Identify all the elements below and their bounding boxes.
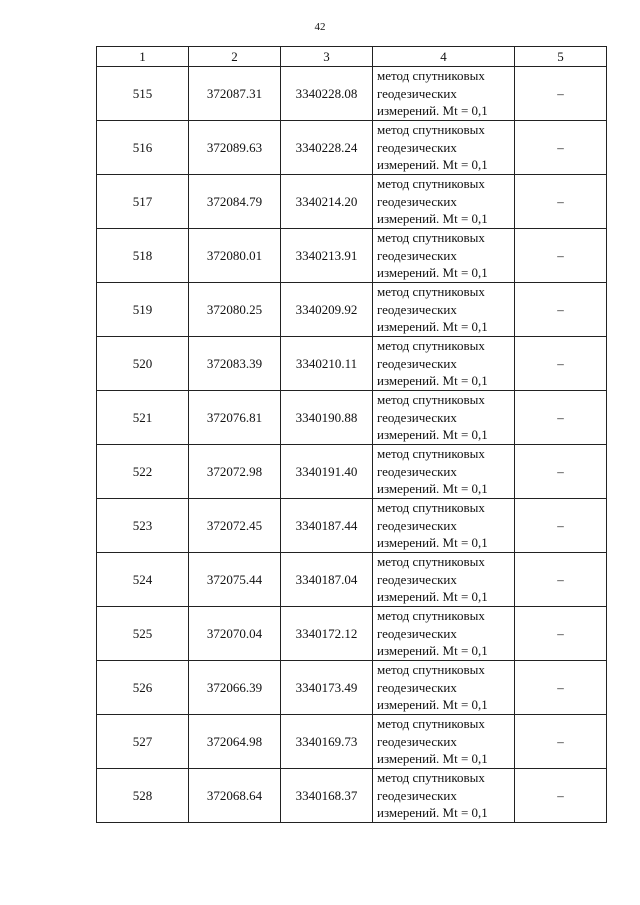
header-row — [97, 47, 607, 67]
table-row — [97, 283, 607, 337]
x-coordinate-cell: 372083.39 — [189, 337, 281, 391]
method-cell — [373, 715, 515, 769]
method-cell — [373, 283, 515, 337]
method-cell — [373, 607, 515, 661]
point-number-cell: 528 — [97, 769, 189, 823]
table-row — [97, 121, 607, 175]
description-cell: – — [515, 229, 607, 283]
table-header — [97, 47, 607, 67]
y-coordinate-cell: 3340228.24 — [281, 121, 373, 175]
description-cell: – — [515, 283, 607, 337]
method-line: измерений. Mt = 0,1 — [377, 589, 488, 605]
x-coordinate-cell: 372072.45 — [189, 499, 281, 553]
description-cell: – — [515, 715, 607, 769]
y-coordinate-cell: 3340210.11 — [281, 337, 373, 391]
x-coordinate-cell: 372080.01 — [189, 229, 281, 283]
point-number-cell: 518 — [97, 229, 189, 283]
y-coordinate-cell: 3340190.88 — [281, 391, 373, 445]
y-coordinate-cell: 3340209.92 — [281, 283, 373, 337]
method-line: метод спутниковых — [377, 716, 485, 732]
method-line: геодезических — [377, 679, 457, 695]
description-cell: – — [515, 661, 607, 715]
method-line: геодезических — [377, 733, 457, 749]
column-header-1: 1 — [97, 47, 189, 67]
point-number-cell: 519 — [97, 283, 189, 337]
description-cell: – — [515, 769, 607, 823]
table-row — [97, 715, 607, 769]
method-line: геодезических — [377, 517, 457, 533]
point-number-cell: 527 — [97, 715, 189, 769]
method-line: метод спутниковых — [377, 392, 485, 408]
x-coordinate-cell: 372080.25 — [189, 283, 281, 337]
method-line: измерений. Mt = 0,1 — [377, 103, 488, 119]
description-cell: – — [515, 337, 607, 391]
method-line: измерений. Mt = 0,1 — [377, 751, 488, 767]
x-coordinate-cell: 372084.79 — [189, 175, 281, 229]
point-number-cell: 521 — [97, 391, 189, 445]
method-line: измерений. Mt = 0,1 — [377, 265, 488, 281]
y-coordinate-cell: 3340168.37 — [281, 769, 373, 823]
method-cell — [373, 121, 515, 175]
method-line: метод спутниковых — [377, 122, 485, 138]
table-body — [97, 67, 607, 823]
y-coordinate-cell: 3340173.49 — [281, 661, 373, 715]
method-line: геодезических — [377, 571, 457, 587]
method-line: измерений. Mt = 0,1 — [377, 805, 488, 821]
method-cell — [373, 67, 515, 121]
method-line: измерений. Mt = 0,1 — [377, 157, 488, 173]
column-header-4: 4 — [373, 47, 515, 67]
point-number-cell: 517 — [97, 175, 189, 229]
y-coordinate-cell: 3340187.44 — [281, 499, 373, 553]
x-coordinate-cell: 372089.63 — [189, 121, 281, 175]
description-cell: – — [515, 121, 607, 175]
method-cell — [373, 769, 515, 823]
table-row — [97, 661, 607, 715]
method-line: измерений. Mt = 0,1 — [377, 697, 488, 713]
method-line: метод спутниковых — [377, 446, 485, 462]
description-cell: – — [515, 553, 607, 607]
coordinates-table — [96, 46, 607, 823]
description-cell: – — [515, 607, 607, 661]
x-coordinate-cell: 372087.31 — [189, 67, 281, 121]
table-row — [97, 553, 607, 607]
method-cell — [373, 661, 515, 715]
column-header-2: 2 — [189, 47, 281, 67]
table-row — [97, 337, 607, 391]
method-line: измерений. Mt = 0,1 — [377, 481, 488, 497]
x-coordinate-cell: 372070.04 — [189, 607, 281, 661]
table-row — [97, 175, 607, 229]
table-row — [97, 499, 607, 553]
method-line: геодезических — [377, 301, 457, 317]
y-coordinate-cell: 3340214.20 — [281, 175, 373, 229]
method-line: геодезических — [377, 247, 457, 263]
method-line: геодезических — [377, 193, 457, 209]
method-line: геодезических — [377, 85, 457, 101]
description-cell: – — [515, 67, 607, 121]
method-line: метод спутниковых — [377, 68, 485, 84]
method-line: геодезических — [377, 463, 457, 479]
method-line: геодезических — [377, 625, 457, 641]
table-row — [97, 607, 607, 661]
method-line: геодезических — [377, 409, 457, 425]
x-coordinate-cell: 372076.81 — [189, 391, 281, 445]
point-number-cell: 524 — [97, 553, 189, 607]
x-coordinate-cell: 372072.98 — [189, 445, 281, 499]
method-line: метод спутниковых — [377, 338, 485, 354]
x-coordinate-cell: 372075.44 — [189, 553, 281, 607]
method-cell — [373, 337, 515, 391]
method-line: метод спутниковых — [377, 608, 485, 624]
table-row — [97, 67, 607, 121]
method-line: геодезических — [377, 355, 457, 371]
description-cell: – — [515, 499, 607, 553]
point-number-cell: 523 — [97, 499, 189, 553]
point-number-cell: 516 — [97, 121, 189, 175]
method-line: измерений. Mt = 0,1 — [377, 427, 488, 443]
y-coordinate-cell: 3340187.04 — [281, 553, 373, 607]
point-number-cell: 515 — [97, 67, 189, 121]
method-line: измерений. Mt = 0,1 — [377, 211, 488, 227]
method-cell — [373, 391, 515, 445]
method-cell — [373, 175, 515, 229]
column-header-3: 3 — [281, 47, 373, 67]
point-number-cell: 522 — [97, 445, 189, 499]
table-row — [97, 445, 607, 499]
method-cell — [373, 445, 515, 499]
description-cell: – — [515, 445, 607, 499]
table-row — [97, 769, 607, 823]
table-row — [97, 391, 607, 445]
y-coordinate-cell: 3340169.73 — [281, 715, 373, 769]
column-header-5: 5 — [515, 47, 607, 67]
method-line: измерений. Mt = 0,1 — [377, 319, 488, 335]
description-cell: – — [515, 391, 607, 445]
y-coordinate-cell: 3340228.08 — [281, 67, 373, 121]
description-cell: – — [515, 175, 607, 229]
method-line: геодезических — [377, 787, 457, 803]
point-number-cell: 520 — [97, 337, 189, 391]
method-line: метод спутниковых — [377, 284, 485, 300]
method-line: метод спутниковых — [377, 176, 485, 192]
method-cell — [373, 229, 515, 283]
x-coordinate-cell: 372064.98 — [189, 715, 281, 769]
y-coordinate-cell: 3340213.91 — [281, 229, 373, 283]
method-line: измерений. Mt = 0,1 — [377, 535, 488, 551]
method-line: измерений. Mt = 0,1 — [377, 643, 488, 659]
table-row — [97, 229, 607, 283]
method-line: метод спутниковых — [377, 770, 485, 786]
method-line: метод спутниковых — [377, 500, 485, 516]
page-number: 42 — [314, 21, 326, 33]
method-line: измерений. Mt = 0,1 — [377, 373, 488, 389]
method-line: метод спутниковых — [377, 230, 485, 246]
x-coordinate-cell: 372066.39 — [189, 661, 281, 715]
point-number-cell: 525 — [97, 607, 189, 661]
y-coordinate-cell: 3340191.40 — [281, 445, 373, 499]
method-cell — [373, 499, 515, 553]
method-line: метод спутниковых — [377, 662, 485, 678]
y-coordinate-cell: 3340172.12 — [281, 607, 373, 661]
method-line: геодезических — [377, 139, 457, 155]
method-cell — [373, 553, 515, 607]
x-coordinate-cell: 372068.64 — [189, 769, 281, 823]
point-number-cell: 526 — [97, 661, 189, 715]
method-line: метод спутниковых — [377, 554, 485, 570]
